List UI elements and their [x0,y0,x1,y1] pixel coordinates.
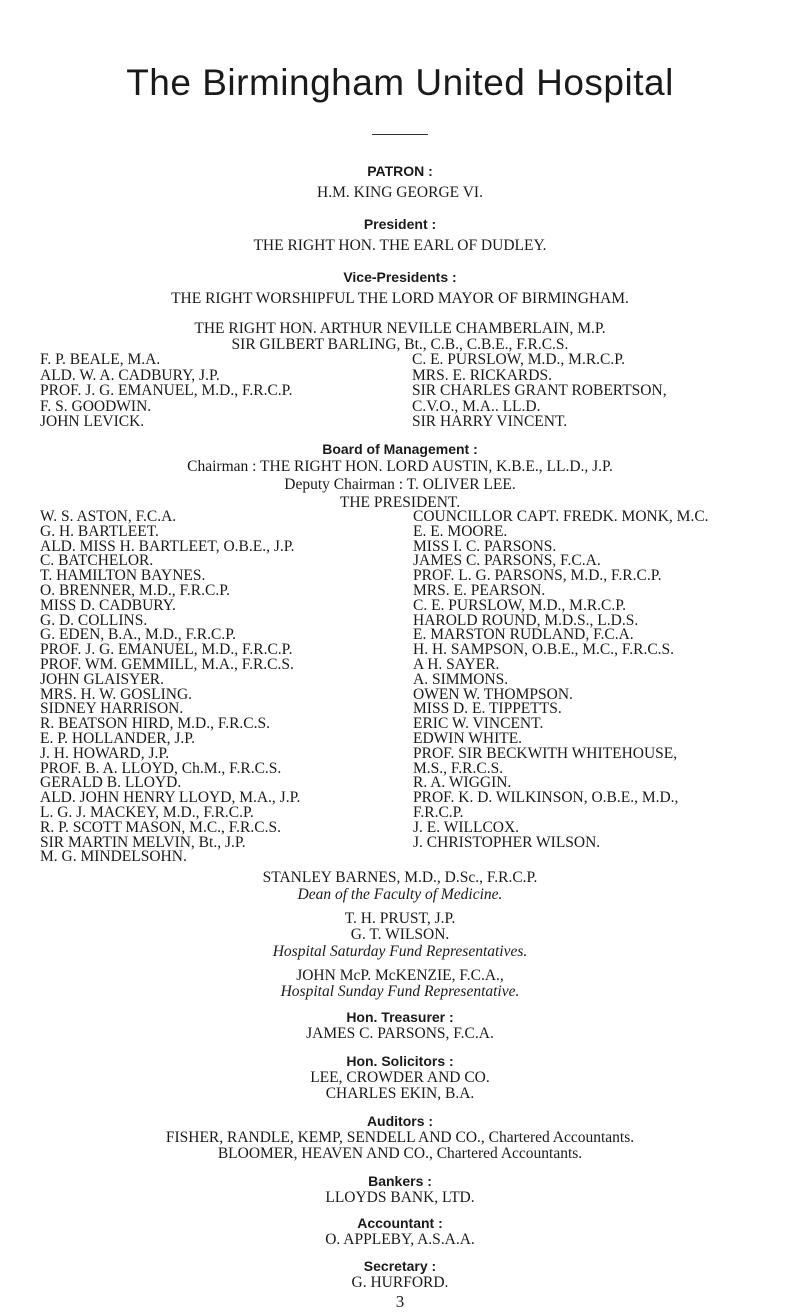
board-member-entry: ALD. MISS H. BARTLEET, O.B.E., J.P. [40,537,295,555]
page-title: The Birmingham United Hospital [126,62,674,103]
vice-president-entry: C. E. PURSLOW, M.D., M.R.C.P. [412,351,626,368]
board-chairman: Chairman : THE RIGHT HON. LORD AUSTIN, K.B.E., LL.D., J.P. [187,458,613,475]
vice-president-entry: SIR CHARLES GRANT ROBERTSON, [412,382,667,399]
board-member-entry: MISS I. C. PARSONS. [413,537,557,555]
vice-president-entry: F. S. GOODWIN. [40,397,152,415]
saturday-rep-2: G. T. WILSON. [350,926,450,943]
vice-president-barling: SIR GILBERT BARLING, Bt., C.B., C.B.E., F.R.C.S. [231,336,569,353]
vice-president-entry: PROF. J. G. EMANUEL, M.D., F.R.C.P. [40,382,293,399]
auditors-heading: Auditors : [366,1113,434,1129]
vice-president-entry: ALD. W. A. CADBURY, J.P. [40,366,220,384]
solicitors-heading: Hon. Solicitors : [346,1053,454,1069]
board-member-entry: GERALD B. LLOYD. [40,774,182,792]
president-name: THE RIGHT HON. THE EARL OF DUDLEY. [253,237,547,254]
board-member-entry: E. E. MOORE. [413,522,508,540]
vice-presidents-left-column [40,352,292,430]
board-member-entry: G. EDEN, B.A., M.D., F.R.C.P. [40,626,236,644]
bankers-name: LLOYDS BANK, LTD. [325,1189,475,1206]
vice-president-entry: SIR HARRY VINCENT. [412,413,568,430]
board-member-entry: R. A. WIGGIN. [413,774,512,792]
sunday-rep: JOHN McP. McKENZIE, F.C.A., [296,967,504,984]
board-member-entry: J. H. HOWARD, J.P. [40,744,170,762]
secretary-heading: Secretary : [363,1258,437,1274]
board-member-entry: SIDNEY HARRISON. [40,700,184,718]
board-member-entry: PROF. K. D. WILKINSON, O.B.E., M.D., [413,789,679,807]
patron-heading: PATRON : [367,163,433,179]
title-divider [372,134,428,135]
board-member-entry: JOHN GLAISYER. [40,670,164,688]
board-member-entry: M.S., F.R.C.S. [413,759,504,777]
board-member-entry: PROF. SIR BECKWITH WHITEHOUSE, [413,744,678,762]
bankers-heading: Bankers : [368,1173,432,1189]
vice-presidents-heading: Vice-Presidents : [343,269,457,285]
accountant-name: O. APPLEBY, A.S.A.A. [325,1231,475,1248]
accountant-heading: Accountant : [357,1215,443,1231]
board-member-entry: MISS D. CADBURY. [40,596,176,614]
board-member-entry: W. S. ASTON, F.C.A. [40,508,177,525]
board-member-entry: OWEN W. THOMPSON. [413,685,573,703]
vice-president-entry: C.V.O., M.A.. LL.D. [412,397,541,415]
board-member-entry: HAROLD ROUND, M.D.S., L.D.S. [413,611,639,629]
board-member-entry: MRS. H. W. GOSLING. [40,685,193,703]
vice-president-chamberlain: THE RIGHT HON. ARTHUR NEVILLE CHAMBERLAIN, M.P. [194,320,606,337]
board-member-entry: PROF. B. A. LLOYD, Ch.M., F.R.C.S. [40,759,282,777]
board-member-entry: J. CHRISTOPHER WILSON. [413,833,601,851]
board-member-entry: H. H. SAMPSON, O.B.E., M.C., F.R.C.S. [413,641,675,659]
board-member-entry: R. BEATSON HIRD, M.D., F.R.C.S. [40,715,271,733]
board-member-entry: E. P. HOLLANDER, J.P. [40,729,196,747]
board-left-column [40,510,300,865]
board-member-entry: C. E. PURSLOW, M.D., M.R.C.P. [413,596,627,614]
president-heading: President : [363,216,437,232]
vice-president-entry: MRS. E. RICKARDS. [412,366,552,384]
board-member-entry: MISS D. E. TIPPETTS. [413,700,562,718]
board-heading: Board of Management : [322,441,478,457]
board-deputy-chairman: Deputy Chairman : T. OLIVER LEE. [284,476,516,493]
board-member-entry: PROF. L. G. PARSONS, M.D., F.R.C.P. [413,567,662,585]
board-member-entry: ALD. JOHN HENRY LLOYD, M.A., J.P. [40,789,301,807]
vice-president-entry: F. P. BEALE, M.A. [40,351,161,368]
board-member-entry: L. G. J. MACKEY, M.D., F.R.C.P. [40,803,254,821]
board-member-entry: G. H. BARTLEET. [40,522,159,540]
board-member-entry: PROF. WM. GEMMILL, M.A., F.R.C.S. [40,655,294,673]
board-member-entry: COUNCILLOR CAPT. FREDK. MONK, M.C. [413,508,709,525]
board-member-entry: PROF. J. G. EMANUEL, M.D., F.R.C.P. [40,641,293,659]
board-member-entry: T. HAMILTON BAYNES. [40,567,206,585]
board-president: THE PRESIDENT. [339,494,461,511]
board-member-entry: JAMES C. PARSONS, F.C.A. [413,552,601,570]
board-member-entry: O. BRENNER, M.D., F.R.C.P. [40,581,230,599]
board-member-entry: ERIC W. VINCENT. [413,715,544,733]
board-member-entry: A. SIMMONS. [413,670,509,688]
dean-role: Dean of the Faculty of Medicine. [297,886,503,903]
page-number: 3 [395,1292,405,1311]
solicitors-line-1: LEE, CROWDER AND CO. [310,1069,490,1086]
solicitors-line-2: CHARLES EKIN, B.A. [325,1085,475,1102]
board-member-entry: SIR MARTIN MELVIN, Bt., J.P. [40,833,246,851]
vice-president-lord-mayor: THE RIGHT WORSHIPFUL THE LORD MAYOR OF BIRMINGHAM. [171,290,629,307]
saturday-role: Hospital Saturday Fund Representatives. [272,943,528,960]
board-member-entry: R. P. SCOTT MASON, M.C., F.R.C.S. [40,818,281,836]
patron-name: H.M. KING GEORGE VI. [317,184,483,201]
board-member-entry: J. E. WILLCOX. [413,818,520,836]
dean-name: STANLEY BARNES, M.D., D.Sc., F.R.C.P. [262,869,538,886]
sunday-role: Hospital Sunday Fund Representative. [280,983,520,1000]
board-member-entry: G. D. COLLINS. [40,611,148,629]
saturday-rep-1: T. H. PRUST, J.P. [344,910,456,927]
board-member-entry: MRS. E. PEARSON. [413,581,546,599]
treasurer-heading: Hon. Treasurer : [346,1009,454,1025]
secretary-name: G. HURFORD. [351,1274,449,1291]
board-member-entry: E. MARSTON RUDLAND, F.C.A. [413,626,634,644]
auditors-line-1: FISHER, RANDLE, KEMP, SENDELL AND CO., Chartered Accountants. [165,1129,635,1146]
board-member-entry: M. G. MINDELSOHN. [40,848,187,866]
board-member-entry: C. BATCHELOR. [40,552,154,570]
board-member-entry: F.R.C.P. [413,803,464,821]
board-right-column [413,510,709,850]
vice-president-entry: JOHN LEVICK. [40,413,145,430]
board-member-entry: A H. SAYER. [413,655,500,673]
auditors-line-2: BLOOMER, HEAVEN AND CO., Chartered Accountants. [217,1145,583,1162]
board-member-entry: EDWIN WHITE. [413,729,523,747]
treasurer-name: JAMES C. PARSONS, F.C.A. [306,1025,494,1042]
vice-presidents-right-column [412,352,667,430]
